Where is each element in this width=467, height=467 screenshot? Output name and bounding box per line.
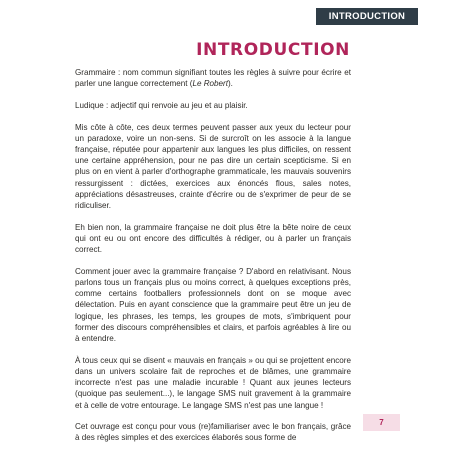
paragraph: Cet ouvrage est conçu pour vous (re)familiariser avec le bon français, grâce à des règles simples et des exercices élaborés sous forme de	[75, 422, 351, 443]
paragraph: Eh bien non, la grammaire française ne doit plus être la bête noire de ceux qui ont eu ou ont encore des difficultés à rédiger, ou à parler un français correct.	[75, 222, 351, 255]
citation-source: Le Robert	[192, 79, 228, 89]
section-tab	[316, 8, 418, 25]
section-tab-label: INTRODUCTION	[328, 11, 406, 22]
paragraph-definition-ludique: Ludique : adjectif qui renvoie au jeu et au plaisir.	[75, 100, 248, 110]
paragraph: À tous ceux qui se disent « mauvais en français » ou qui se projettent encore dans un univers scolaire fait de reproches et de blâmes, une grammaire incorrecte n'est pas une maladie incurable ! Quant aux jeunes lecteurs (quoique pas seulement...), le langage SMS nuit gravement à la grammaire et à celle de votre entourage. Le langage SMS n'est pas une langue !	[75, 355, 351, 410]
paragraph-text: ).	[227, 79, 233, 89]
paragraph: Mis côte à côte, ces deux termes peuvent passer aux yeux du lecteur pour un paradoxe, voire un non-sens. Si de surcroît on les associe à la langue française, réputée pour appartenir aux langues les plus difficiles, on ressent une certaine appréhension, pour ne pas dire un certain scepticisme. Si en plus on en vient à parler d'orthographe grammaticale, les mauvais souvenirs ressurgissent : dictées, exercices aux énoncés flous, sales notes, appréciations désastreuses, crainte d'écrire ou de s'exprimer de peur de se ridiculiser.	[75, 122, 351, 211]
paragraph-text: Grammaire : nom commun signifiant toutes les règles à suivre pour écrire et parler une langue correctement (	[75, 68, 351, 89]
page-number: 7	[379, 418, 384, 427]
paragraph-definition-grammaire	[75, 67, 351, 89]
page-title: INTRODUCTION	[196, 40, 350, 60]
paragraph: Comment jouer avec la grammaire française ? D'abord en relativisant. Nous parlons tous un français plus ou moins correct, à quelques exceptions près, comme certains footballers professionnels dont on se moque avec délectation. Puis en ayant conscience que la grammaire peut être un jeu de logique, les phrases, les temps, les groupes de mots, s'imbriquent pour former des discours compréhensibles et clairs, et parfois agréables à lire ou à entendre.	[75, 266, 351, 344]
body-text	[75, 67, 351, 454]
page-number-badge	[363, 414, 400, 431]
